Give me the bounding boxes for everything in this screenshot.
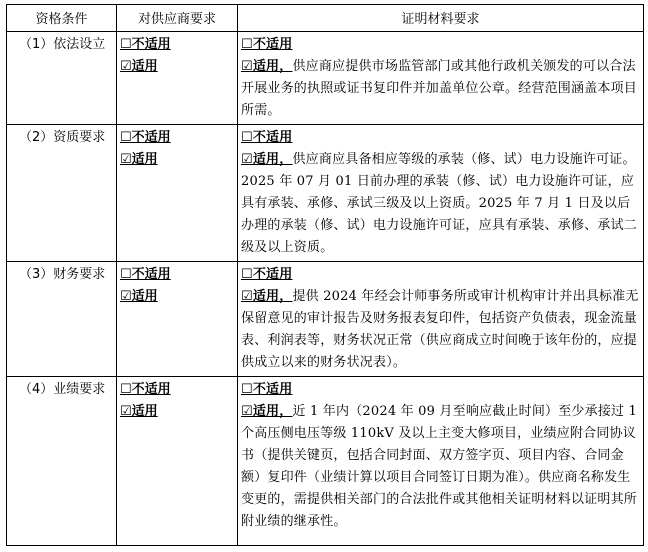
- proof-applicable-checkbox[interactable]: ☑适用，: [241, 289, 293, 304]
- proof-not-applicable-checkbox[interactable]: ☐不适用: [241, 37, 293, 52]
- proof-applicable-checkbox[interactable]: ☑适用，: [241, 152, 293, 167]
- proof-text: 近 1 年内（2024 年 09 月至响应截止时间）至少承接过 1 个高压侧电压等级 110kV 及以上主变大修项目，业绩应附合同协议书（提供关键页，包括合同封面、双方签字页、项目内容、合同金额）复印件（业绩计算以项目合同签订日期为准）。供应商名称发生变更的，需提供相关部门的合法批件或其他相关证明材料以证明其所附业绩的继承性。: [241, 404, 638, 529]
- proof-requirement: [238, 262, 644, 377]
- table-row: [7, 125, 644, 262]
- qualification-name: （2）资质要求: [7, 125, 117, 262]
- not-applicable-checkbox[interactable]: ☐不适用: [120, 267, 171, 282]
- supplier-options: [117, 125, 238, 262]
- qualification-name: （4）业绩要求: [7, 377, 117, 546]
- applicable-checkbox[interactable]: ☑适用: [120, 152, 158, 167]
- supplier-options: [117, 377, 238, 546]
- proof-text: 供应商应具备相应等级的承装（修、试）电力设施许可证。2025 年 07 月 01 日前办理的承装（修、试）电力设施许可证，应具有承装、承修、承试三级及以上资质。2025 年 7 月 1 日及以后办理的承装（修、试）电力设施许可证，应具有承装、承修、承试二级及以上资质。: [241, 152, 638, 255]
- proof-not-applicable-checkbox[interactable]: ☐不适用: [241, 267, 293, 282]
- header-supplier-requirement: 对供应商要求: [117, 5, 238, 32]
- header-proof-requirement: 证明材料要求: [238, 5, 644, 32]
- proof-applicable-checkbox[interactable]: ☑适用，: [241, 404, 293, 419]
- proof-not-applicable-checkbox[interactable]: ☐不适用: [241, 130, 293, 145]
- table-header-row: [7, 5, 644, 32]
- proof-requirement: [238, 377, 644, 546]
- table-row: [7, 32, 644, 125]
- proof-not-applicable-checkbox[interactable]: ☐不适用: [241, 382, 293, 397]
- qualification-name: （3）财务要求: [7, 262, 117, 377]
- applicable-checkbox[interactable]: ☑适用: [120, 404, 158, 419]
- proof-text: 提供 2024 年经会计师事务所或审计机构审计并出具标准无保留意见的审计报告及财务报表复印件，包括资产负债表，现金流量表、利润表等，财务状况正常（供应商成立时间晚于该年份的，应提供成立以来的财务状况表）。: [241, 289, 639, 370]
- qualification-name: （1）依法设立: [7, 32, 117, 125]
- table-row: [7, 377, 644, 546]
- proof-text: 供应商应提供市场监管部门或其他行政机关颁发的可以合法开展业务的执照或证书复印件并加盖单位公章。经营范围涵盖本项目所需。: [241, 59, 638, 118]
- supplier-options: [117, 32, 238, 125]
- applicable-checkbox[interactable]: ☑适用: [120, 59, 158, 74]
- table-row: [7, 262, 644, 377]
- header-qualification: 资格条件: [7, 5, 117, 32]
- proof-requirement: [238, 125, 644, 262]
- proof-applicable-checkbox[interactable]: ☑适用，: [241, 59, 293, 74]
- qualification-table: [6, 4, 644, 546]
- not-applicable-checkbox[interactable]: ☐不适用: [120, 382, 171, 397]
- not-applicable-checkbox[interactable]: ☐不适用: [120, 37, 171, 52]
- proof-requirement: [238, 32, 644, 125]
- applicable-checkbox[interactable]: ☑适用: [120, 289, 158, 304]
- supplier-options: [117, 262, 238, 377]
- not-applicable-checkbox[interactable]: ☐不适用: [120, 130, 171, 145]
